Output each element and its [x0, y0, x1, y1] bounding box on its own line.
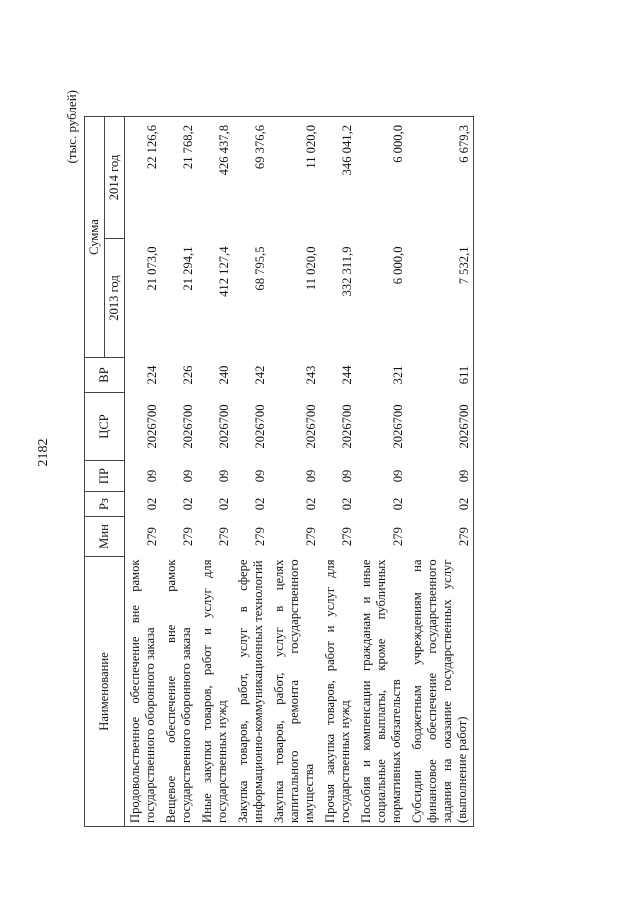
cell-name: Иные закупки товаров, работ и услуг для государственных нужд	[197, 557, 233, 827]
cell-y2013: 21 294,1	[181, 246, 195, 291]
cell-y2013: 412 127,4	[217, 246, 231, 297]
cell-vr: 321	[391, 365, 405, 385]
cell-y2014: 11 020,0	[304, 124, 318, 169]
table-row	[125, 116, 162, 826]
cell-vr: 611	[407, 358, 474, 393]
table-row	[356, 116, 407, 826]
units-label: (тыс. рублей)	[64, 90, 79, 164]
cell-name: Закупка товаров, работ, услуг в целях капитального ремонта государственного имущества	[269, 557, 320, 827]
cell-min: 279	[217, 527, 231, 546]
cell-pr: 09	[391, 469, 405, 483]
cell-name: Закупка товаров, работ, услуг в сфере информационно-коммуникационных технологий	[233, 557, 269, 827]
cell-y2014: 21 768,2	[181, 124, 195, 170]
cell-vr: 244	[340, 365, 354, 385]
cell-pr: 09	[340, 469, 354, 483]
cell-csr: 2026700	[304, 404, 318, 449]
cell-name: Субсидии бюджетным учреждениям на финансовое обеспечение государственного задания на оказание государственных услуг (выполнение работ)	[407, 557, 474, 827]
cell-min: 279	[391, 527, 405, 546]
cell-y2013: 332 311,9	[340, 246, 354, 297]
cell-vr: 224	[145, 365, 159, 385]
cell-y2013: 68 795,5	[253, 246, 267, 291]
cell-csr: 2026700	[145, 404, 159, 449]
cell-rz: 02	[217, 497, 231, 511]
table-row	[269, 116, 320, 826]
header-row	[85, 116, 105, 826]
header-pr: ПР	[85, 461, 125, 492]
cell-min: 279	[253, 527, 267, 546]
cell-y2014: 22 126,6	[145, 124, 159, 170]
cell-vr: 242	[253, 365, 267, 385]
header-2013: 2013 год	[105, 239, 125, 358]
cell-pr: 09	[217, 469, 231, 483]
header-vr: ВР	[85, 358, 125, 393]
cell-pr: 09	[407, 461, 474, 492]
cell-csr: 2026700	[391, 404, 405, 449]
cell-min: 279	[181, 527, 195, 546]
cell-rz: 02	[253, 497, 267, 511]
cell-name: Вещевое обеспечение вне рамок государственного оборонного заказа	[161, 557, 197, 827]
cell-y2013: 11 020,0	[304, 246, 318, 291]
cell-vr: 226	[181, 365, 195, 385]
cell-pr: 09	[253, 469, 267, 483]
table-row	[233, 116, 269, 826]
cell-y2013: 7 532,1	[407, 239, 474, 358]
page-number: 2182	[36, 438, 51, 467]
cell-vr: 243	[304, 365, 318, 385]
header-rz: Рз	[85, 492, 125, 517]
cell-pr: 09	[181, 469, 195, 483]
cell-pr: 09	[304, 469, 318, 483]
cell-csr: 2026700	[407, 393, 474, 461]
table-row	[407, 116, 474, 826]
header-name: Наименование	[85, 557, 125, 827]
table-row	[320, 116, 356, 826]
table-row	[197, 116, 233, 826]
cell-name: Прочая закупка товаров, работ и услуг для государственных нужд	[320, 557, 356, 827]
header-sum: Сумма	[85, 116, 105, 357]
cell-y2014: 69 376,6	[253, 124, 267, 170]
cell-y2013: 6 000,0	[391, 246, 405, 285]
cell-rz: 02	[340, 497, 354, 511]
cell-csr: 2026700	[181, 404, 195, 449]
cell-min: 279	[145, 527, 159, 546]
cell-min: 279	[407, 517, 474, 557]
budget-table	[84, 116, 474, 827]
table-body	[125, 116, 474, 826]
cell-rz: 02	[145, 497, 159, 511]
cell-name: Продовольственное обеспечение вне рамок государственного оборонного заказа	[125, 557, 162, 827]
header-min: Мин	[85, 517, 125, 557]
cell-y2013: 21 073,0	[145, 246, 159, 291]
cell-csr: 2026700	[217, 404, 231, 449]
cell-vr: 240	[217, 365, 231, 385]
cell-csr: 2026700	[253, 404, 267, 449]
cell-pr: 09	[145, 469, 159, 483]
cell-name: Пособия и компенсации гражданам и иные социальные выплаты, кроме публичных нормативных обязательств	[356, 557, 407, 827]
header-2014: 2014 год	[105, 116, 125, 238]
cell-rz: 02	[304, 497, 318, 511]
cell-rz: 02	[181, 497, 195, 511]
cell-y2014: 346 041,2	[340, 124, 354, 176]
cell-min: 279	[340, 527, 354, 546]
cell-rz: 02	[391, 497, 405, 511]
cell-y2014: 6 000,0	[391, 124, 405, 163]
cell-rz: 02	[407, 492, 474, 517]
cell-min: 279	[304, 527, 318, 546]
cell-y2014: 426 437,8	[217, 124, 231, 176]
header-csr: ЦСР	[85, 393, 125, 461]
cell-csr: 2026700	[340, 404, 354, 449]
cell-y2014: 6 679,3	[407, 116, 474, 238]
table-row	[161, 116, 197, 826]
